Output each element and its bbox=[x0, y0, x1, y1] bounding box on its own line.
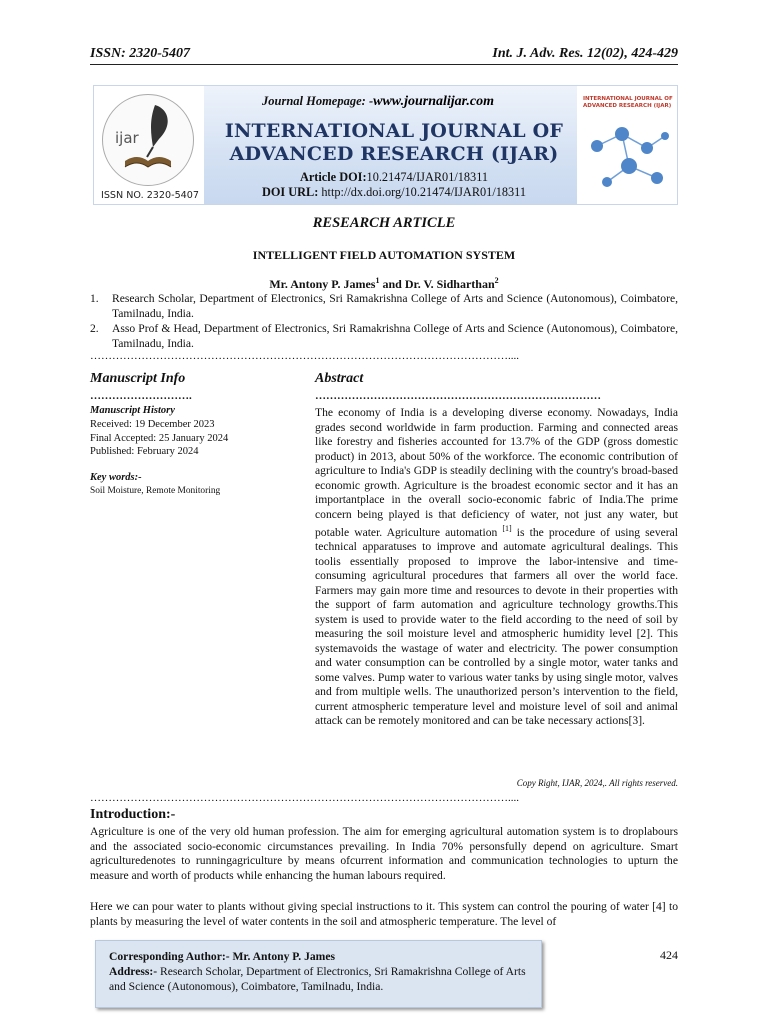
received-date: Received: 19 December 2023 bbox=[90, 419, 215, 430]
page-number: 424 bbox=[660, 948, 678, 962]
published-date: Published: February 2024 bbox=[90, 446, 199, 457]
manuscript-dots: ………………………. bbox=[90, 390, 192, 402]
introduction-heading: Introduction:- bbox=[90, 807, 176, 822]
corresponding-address bbox=[109, 965, 534, 994]
affiliation-2 bbox=[90, 322, 678, 351]
doi-url-link[interactable]: http://dx.doi.org/10.21474/IJAR01/18311 bbox=[318, 185, 527, 199]
article-type: RESEARCH ARTICLE bbox=[312, 215, 456, 231]
manuscript-info-heading: Manuscript Info bbox=[90, 371, 186, 386]
abstract-text-part2: is the procedure of using several technical apparatuses to improve and automate agricultural dealings. This toolis essentially proposed to improve the labor-intensive and time-consuming agricultural procedures that farmers all over the world face. Farmers may gain more time and resources to devote in their properties with the support of farm automation and agriculture technology growths.This system is used to provide water to the field according to the need of soil by measuring the soil moisture level and atmospheric humidity level [2]. This systemavoids the wastage of water and electricity. The power consumption and water consumption can be controlled by a single motor, water tanks and some valves. Pump water to various water tanks by using single motor, valves and from multiple wells. The unauthorized person’s intervention to the field, current atmospheric temperature level and moisture level of soil and animal attack can be remotely monitored and can be take necessary actions[3]. bbox=[315, 525, 679, 728]
logo-text: ijar bbox=[115, 129, 139, 147]
article-doi bbox=[214, 170, 574, 185]
address-text: Research Scholar, Department of Electronics, Sri Ramakrishna College of Arts and Science (Autonomous), Coimbatore, Tamilnadu, India. bbox=[109, 965, 526, 993]
homepage-label: Journal Homepage: - bbox=[262, 94, 374, 108]
abstract-text-part1: The economy of India is a developing diverse economy. Nowadays, India grades second worldwide in farm production. Farming and connected areas like forestry and fisheries accounted for 13.7% of the GDP (gross domestic product) in 2013, about 50% of the workforce. The economic contribution of agriculture to India's GDP is steadily declining with the country's broad-based economic growth. Agriculture is the broadest economic sector and it has an importantplace in the overall socio-economic fabric of India.The prime concern being played is that deficiency of water, not just any water, but potable water. Agriculture automation bbox=[315, 406, 678, 539]
abstract-heading: Abstract bbox=[315, 371, 364, 386]
address-label: Address:- bbox=[109, 965, 158, 978]
homepage-link[interactable]: www.journalijar.com bbox=[373, 94, 494, 109]
keywords-label: Key words:- bbox=[90, 472, 142, 483]
corresponding-author-label: Corresponding Author:- Mr. Antony P. James bbox=[109, 950, 335, 963]
keywords: Soil Moisture, Remote Monitoring bbox=[90, 486, 221, 496]
abstract-dots: …………………………………………………………………… bbox=[315, 390, 601, 402]
affiliation-1 bbox=[90, 292, 678, 321]
abstract-ref: [1] bbox=[502, 524, 512, 533]
cover-title: INTERNATIONAL JOURNAL OF ADVANCED RESEARCH (IJAR) bbox=[583, 96, 673, 109]
journal-title-line1: INTERNATIONAL JOURNAL OF bbox=[224, 120, 564, 142]
introduction-para-2: Here we can pour water to plants without giving special instructions to it. This system can control the pouring of water [4] to plants by measuring the level of water contents in the soil and atmospheric temperature. The level of bbox=[90, 900, 678, 928]
introduction-para-1: Agriculture is one of the very old human profession. The aim for emerging agricultural automation system is to droplabours and the associated socio-economic circumstances prevailing. In India 70% personsfully depend on agriculture. Smart agriculturedenotes to runningagriculture by means ofcurrent information and communication technologies to upturn the measure and worth of products while enhancing the human labours required. bbox=[90, 825, 678, 882]
citation-header: Int. J. Adv. Res. 12(02), 424-429 bbox=[492, 46, 678, 61]
section-divider-bottom: …………………………………………………………………………………………………….... bbox=[90, 792, 519, 804]
journal-banner bbox=[93, 85, 678, 205]
author-1-sup: 1 bbox=[375, 276, 380, 285]
affiliation-number: 1. bbox=[90, 292, 99, 305]
logo-emblem bbox=[102, 94, 194, 186]
affiliation-number: 2. bbox=[90, 322, 99, 335]
authors bbox=[90, 276, 678, 292]
doi-label: Article DOI: bbox=[299, 170, 367, 184]
article-title: INTELLIGENT FIELD AUTOMATION SYSTEM bbox=[252, 248, 516, 262]
author-1: Mr. Antony P. James bbox=[269, 277, 376, 291]
journal-cover-image bbox=[577, 86, 677, 204]
copyright: Copy Right, IJAR, 2024,. All rights reserved. bbox=[516, 778, 678, 788]
manuscript-history-label: Manuscript History bbox=[90, 405, 175, 416]
journal-title-line2: ADVANCED RESEARCH (IJAR) bbox=[229, 143, 559, 165]
journal-homepage bbox=[262, 94, 494, 110]
affiliation-text: Research Scholar, Department of Electronics, Sri Ramakrishna College of Arts and Science (Autonomous), Coimbatore, Tamilnadu, India. bbox=[112, 292, 678, 320]
journal-logo bbox=[94, 86, 204, 204]
issn-header: ISSN: 2320-5407 bbox=[90, 46, 190, 61]
abstract-text bbox=[315, 406, 678, 729]
affiliation-text: Asso Prof & Head, Department of Electronics, Sri Ramakrishna College of Arts and Science (Autonomous), Coimbatore, Tamilnadu, India. bbox=[112, 322, 678, 350]
author-2-sup: 2 bbox=[494, 276, 499, 285]
logo-issn: ISSN NO. 2320-5407 bbox=[101, 190, 199, 201]
doi-value: 10.21474/IJAR01/18311 bbox=[366, 170, 489, 184]
authors-and: and bbox=[379, 277, 405, 291]
accepted-date: Final Accepted: 25 January 2024 bbox=[90, 433, 229, 444]
corresponding-author-box bbox=[95, 940, 542, 1008]
author-2: Dr. V. Sidharthan bbox=[404, 277, 495, 291]
section-divider-top: …………………………………………………………………………………………………….... bbox=[90, 350, 519, 362]
doi-url-label: DOI URL: bbox=[261, 185, 319, 199]
header-rule bbox=[90, 64, 678, 65]
doi-url bbox=[204, 185, 584, 200]
